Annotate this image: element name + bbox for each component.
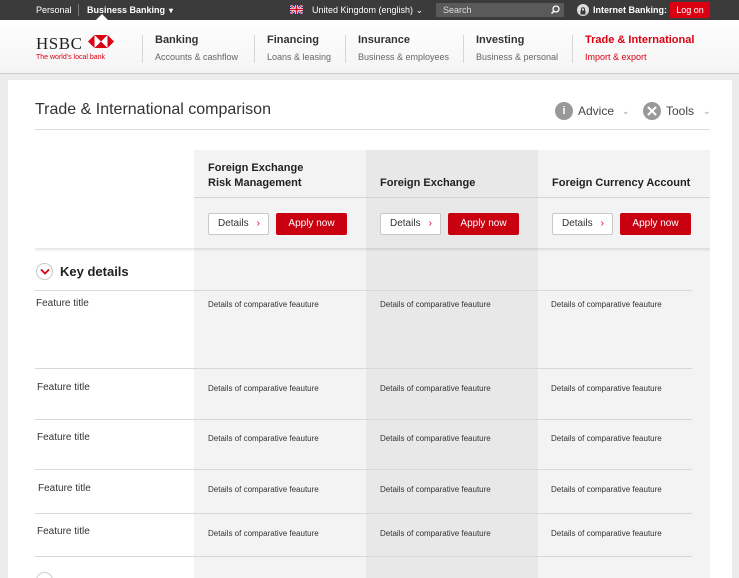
details-label: Details bbox=[562, 218, 593, 229]
hsbc-hexagon-icon bbox=[88, 35, 114, 48]
feature-cell: Details of comparative feauture bbox=[551, 300, 662, 309]
feature-cell: Details of comparative feauture bbox=[208, 384, 319, 393]
country-selector[interactable] bbox=[312, 0, 423, 20]
row-divider bbox=[35, 556, 692, 557]
nav-subtitle: Import & export bbox=[585, 52, 647, 62]
chevron-down-icon: ⌄ bbox=[415, 5, 424, 15]
feature-cell: Details of comparative feauture bbox=[380, 434, 491, 443]
feature-title: Feature title bbox=[36, 298, 89, 309]
log-on-button[interactable]: Log on bbox=[670, 2, 710, 18]
nav-title: Financing bbox=[267, 34, 319, 46]
feature-cell: Details of comparative feauture bbox=[208, 300, 319, 309]
business-banking-label: Business Banking bbox=[87, 5, 166, 15]
chevron-down-icon: ⌄ bbox=[622, 106, 630, 116]
chevron-down-icon: ⌄ bbox=[703, 106, 711, 116]
feature-cell: Details of comparative feauture bbox=[380, 300, 491, 309]
page-title: Trade & International comparison bbox=[35, 101, 271, 118]
topbar-divider bbox=[78, 4, 79, 16]
nav-item-insurance[interactable] bbox=[358, 34, 449, 64]
feature-cell: Details of comparative feauture bbox=[380, 529, 491, 538]
nav-divider bbox=[254, 35, 255, 63]
feature-cell: Details of comparative feauture bbox=[208, 434, 319, 443]
search-input[interactable]: Search bbox=[436, 3, 564, 17]
search-icon[interactable] bbox=[548, 3, 564, 17]
product-header-3 bbox=[538, 150, 710, 250]
header-divider bbox=[194, 197, 710, 198]
nav-item-financing[interactable] bbox=[267, 34, 331, 64]
product-header-1 bbox=[194, 150, 366, 250]
nav-item-banking[interactable] bbox=[155, 34, 238, 64]
nav-subtitle: Business & employees bbox=[358, 52, 450, 62]
product-name-line2: Risk Management bbox=[208, 177, 302, 189]
chevron-down-icon[interactable] bbox=[36, 263, 53, 280]
details-button[interactable] bbox=[552, 213, 613, 235]
feature-title: Feature title bbox=[38, 483, 91, 494]
details-label: Details bbox=[218, 218, 249, 229]
utility-bar bbox=[0, 0, 739, 20]
nav-divider bbox=[463, 35, 464, 63]
row-divider bbox=[35, 419, 692, 420]
nav-title: Trade & International bbox=[585, 34, 695, 46]
nav-item-investing[interactable] bbox=[476, 34, 558, 64]
nav-divider bbox=[345, 35, 346, 63]
row-divider bbox=[35, 368, 692, 369]
advice-label: Advice bbox=[578, 104, 615, 118]
apply-now-button[interactable]: Apply now bbox=[276, 213, 347, 235]
main-header bbox=[0, 20, 739, 74]
chevron-down-icon: ▾ bbox=[169, 6, 174, 15]
apply-now-button[interactable]: Apply now bbox=[620, 213, 691, 235]
row-divider bbox=[35, 290, 692, 291]
key-details-heading: Key details bbox=[60, 264, 129, 279]
chevron-right-icon: › bbox=[256, 218, 260, 229]
row-divider bbox=[35, 469, 692, 470]
feature-cell: Details of comparative feauture bbox=[208, 485, 319, 494]
product-name: Foreign Exchange bbox=[380, 177, 476, 189]
product-name: Foreign Exchange bbox=[208, 162, 304, 174]
hsbc-logo[interactable] bbox=[36, 34, 82, 54]
nav-subtitle: Loans & leasing bbox=[267, 52, 332, 62]
info-icon: i bbox=[555, 102, 573, 120]
tools-icon bbox=[643, 102, 661, 120]
nav-subtitle: Accounts & cashflow bbox=[155, 52, 239, 62]
details-label: Details bbox=[390, 218, 421, 229]
header-shadow bbox=[35, 248, 710, 252]
nav-subtitle: Business & personal bbox=[476, 52, 559, 62]
brand-tagline: The world's local bank bbox=[36, 54, 106, 61]
comparison-panel bbox=[8, 80, 732, 578]
chevron-right-icon: › bbox=[428, 218, 432, 229]
feature-cell: Details of comparative feauture bbox=[380, 384, 491, 393]
feature-title: Feature title bbox=[37, 526, 90, 537]
feature-cell: Details of comparative feauture bbox=[380, 485, 491, 494]
feature-title: Feature title bbox=[37, 382, 90, 393]
product-name: Foreign Currency Account bbox=[552, 177, 691, 189]
nav-divider bbox=[572, 35, 573, 63]
uk-flag-icon bbox=[290, 5, 303, 14]
tools-label: Tools bbox=[666, 104, 695, 118]
nav-title: Banking bbox=[155, 34, 199, 46]
feature-cell: Details of comparative feauture bbox=[551, 384, 662, 393]
feature-title: Feature title bbox=[37, 432, 90, 443]
nav-divider bbox=[142, 35, 143, 63]
feature-cell: Details of comparative feauture bbox=[551, 485, 662, 494]
apply-now-button[interactable]: Apply now bbox=[448, 213, 519, 235]
chevron-right-icon: › bbox=[600, 218, 604, 229]
product-header-2 bbox=[366, 150, 538, 250]
details-button[interactable] bbox=[208, 213, 269, 235]
details-button[interactable] bbox=[380, 213, 441, 235]
feature-cell: Details of comparative feauture bbox=[208, 529, 319, 538]
nav-title: Investing bbox=[476, 34, 525, 46]
feature-cell: Details of comparative feauture bbox=[551, 529, 662, 538]
brand-name: HSBC bbox=[36, 34, 83, 53]
title-divider bbox=[35, 129, 710, 130]
feature-cell: Details of comparative feauture bbox=[551, 434, 662, 443]
internet-banking-label: Internet Banking: bbox=[593, 5, 668, 15]
country-label: United Kingdom (english) bbox=[312, 5, 414, 15]
lock-icon bbox=[577, 4, 589, 16]
personal-link[interactable]: Personal bbox=[36, 5, 72, 15]
next-section-toggle[interactable] bbox=[36, 572, 53, 578]
row-divider bbox=[35, 513, 692, 514]
nav-title: Insurance bbox=[358, 34, 410, 46]
nav-item-trade-international[interactable] bbox=[585, 34, 694, 64]
